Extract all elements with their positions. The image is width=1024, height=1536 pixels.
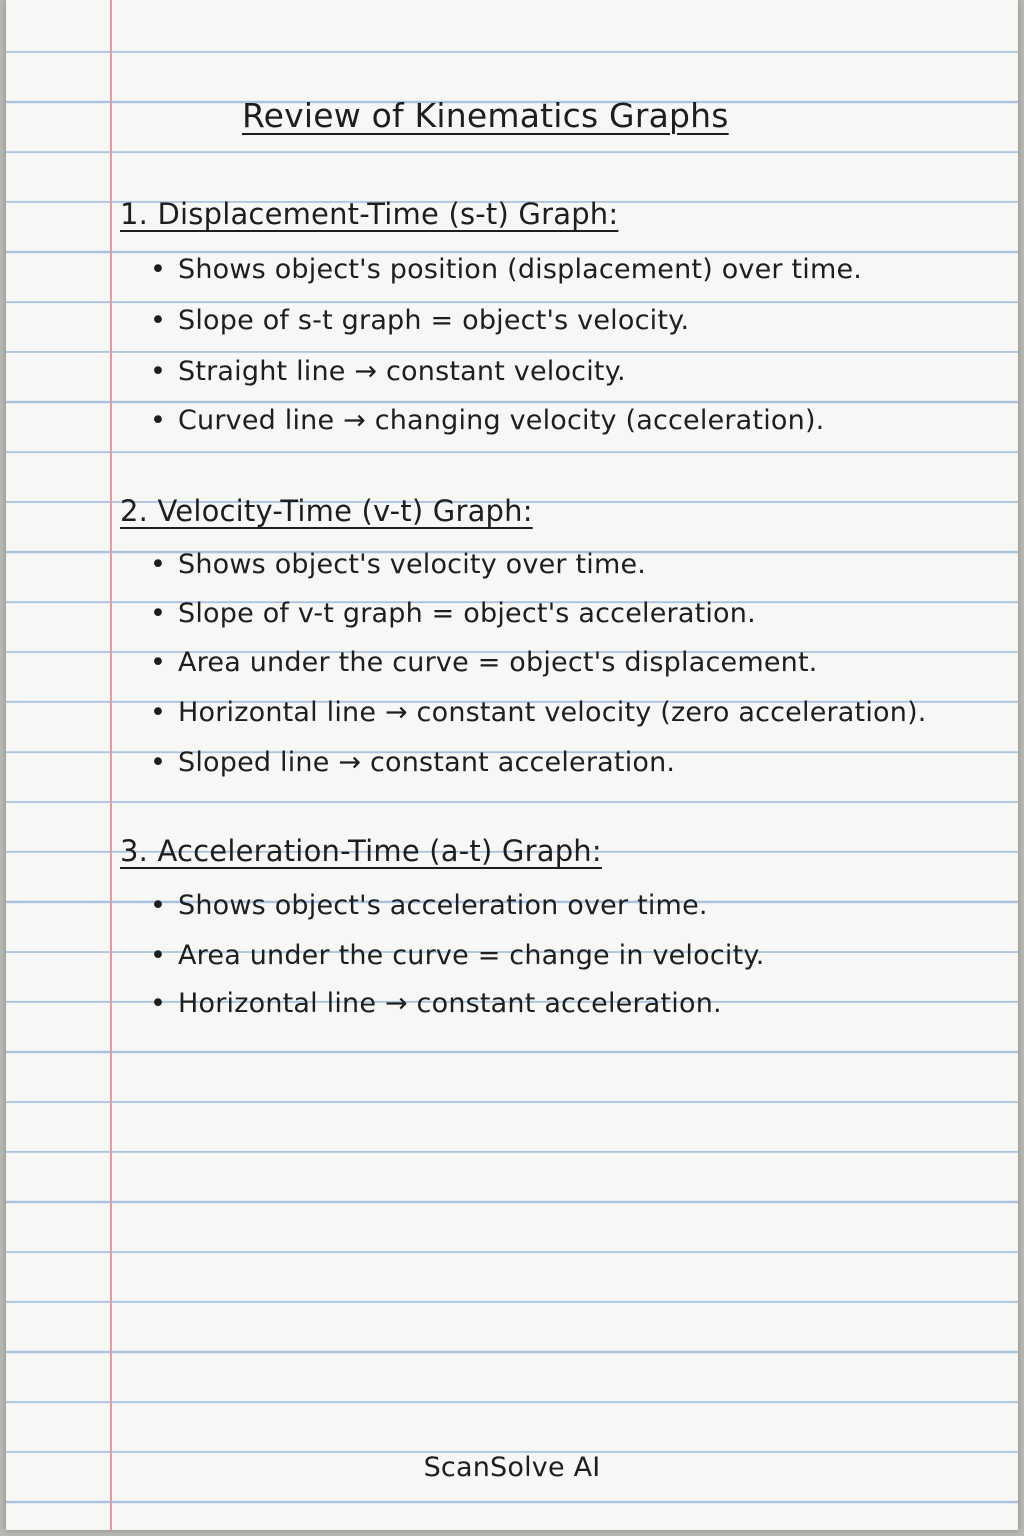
bullet-icon: • <box>150 988 167 1019</box>
list-item: • Horizontal line → constant acceleration. <box>150 988 722 1019</box>
bullet-icon: • <box>150 356 167 387</box>
section-heading: 2. Velocity-Time (v-t) Graph: <box>120 494 533 528</box>
section-heading: 3. Acceleration-Time (a-t) Graph: <box>120 834 602 868</box>
list-item: • Shows object's velocity over time. <box>150 549 647 580</box>
list-item: • Horizontal line → constant velocity (zero acceleration). <box>150 697 927 728</box>
bullet-icon: • <box>150 940 167 971</box>
bullet-icon: • <box>150 254 167 285</box>
bullet-icon: • <box>150 647 167 678</box>
list-item: • Straight line → constant velocity. <box>150 356 626 387</box>
bullet-icon: • <box>150 890 167 921</box>
bullet-icon: • <box>150 747 167 778</box>
bullet-icon: • <box>150 697 167 728</box>
bullet-icon: • <box>150 305 167 336</box>
page-title: Review of Kinematics Graphs <box>242 96 729 135</box>
bullet-icon: • <box>150 405 167 436</box>
bullet-icon: • <box>150 549 167 580</box>
bullet-icon: • <box>150 598 167 629</box>
list-item: • Shows object's acceleration over time. <box>150 890 708 921</box>
list-item: • Sloped line → constant acceleration. <box>150 747 676 778</box>
list-item: • Slope of s-t graph = object's velocity. <box>150 305 690 336</box>
list-item: • Curved line → changing velocity (acceleration). <box>150 405 825 436</box>
list-item: • Area under the curve = object's displacement. <box>150 647 818 678</box>
watermark-text: ScanSolve AI <box>423 1452 601 1483</box>
margin-line <box>110 0 112 1530</box>
list-item: • Shows object's position (displacement) over time. <box>150 254 863 285</box>
section-heading: 1. Displacement-Time (s-t) Graph: <box>120 197 619 231</box>
list-item: • Slope of v-t graph = object's acceleration. <box>150 598 756 629</box>
notebook-page <box>6 0 1018 1530</box>
list-item: • Area under the curve = change in velocity. <box>150 940 765 971</box>
